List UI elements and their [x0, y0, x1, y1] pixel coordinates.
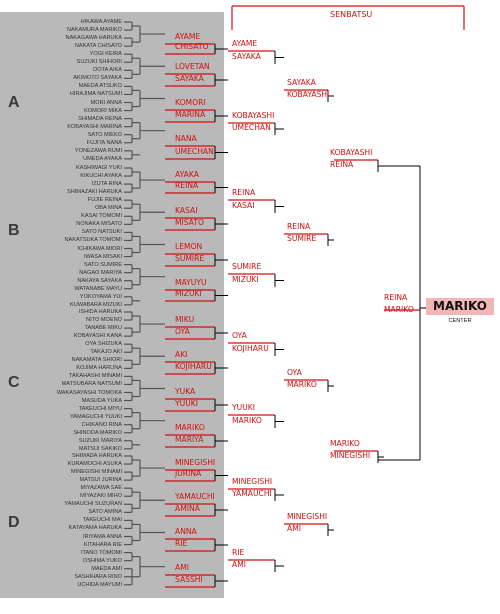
- member-name: WAKASAYASHI TOMOKA: [56, 389, 122, 396]
- member-name: TAKEUCHI MAI: [82, 517, 122, 524]
- winner-name: MINEGISHI: [232, 477, 273, 486]
- winner-name: KASAI: [232, 201, 255, 210]
- winner-name: MARIKO: [330, 439, 360, 448]
- member-name: NITO MOENO: [86, 317, 122, 324]
- member-name: MAEDA ATSUKO: [78, 83, 122, 90]
- winner-name: REINA: [232, 188, 256, 197]
- member-name: MIYAZAWA SAE: [80, 485, 122, 492]
- member-name: HIRAJIMA NATSUMI: [69, 91, 122, 98]
- member-name: SATO SUMIRE: [83, 261, 122, 268]
- winner-name: MIZUKI: [175, 289, 202, 298]
- member-name: ITANO TOMOMI: [80, 549, 122, 556]
- winner-name: KOBAYASHI: [287, 90, 330, 99]
- member-name: KURAMOCHI ASUKA: [67, 461, 122, 468]
- member-name: NAKAYA SAYAKA: [77, 277, 122, 284]
- winner-name: MARIYA: [175, 435, 204, 444]
- member-name: SASHIHARA RINO: [74, 573, 122, 580]
- winner-name: REINA: [287, 222, 311, 231]
- winner-name: KOMORI: [175, 98, 206, 107]
- member-name: ISHIDA HARUKA: [78, 309, 122, 315]
- member-name: UMEDA AYAKA: [83, 155, 122, 162]
- member-name: YAMAGUCHI YUUKI: [69, 413, 122, 420]
- winner-name: YUUKI: [232, 403, 255, 412]
- winner-name: KOJIHARU: [175, 362, 212, 371]
- winner-name: AMINA: [175, 504, 200, 513]
- member-name: HIKAWA AYAME: [80, 19, 122, 25]
- member-name: NAKATA CHISATO: [74, 43, 122, 50]
- member-name: TAKAJO AKI: [90, 349, 122, 356]
- member-name: ICHIKAWA MIORI: [77, 245, 122, 252]
- member-name: MASUDA YUKA: [81, 397, 122, 404]
- member-name: IZUTA RINA: [91, 181, 122, 188]
- member-name: AKIMOTO SAYAKA: [73, 75, 122, 82]
- winner-name: YAMAUCHI: [175, 492, 215, 501]
- winner-name: MARINA: [175, 110, 206, 119]
- winner-name: OYA: [287, 368, 302, 377]
- winner-name: MINEGISHI: [287, 512, 328, 521]
- member-name: UCHIDA MAYUMI: [77, 581, 122, 588]
- member-name: KOJIMA HARUNA: [76, 365, 122, 372]
- winner-name: KOJIHARU: [232, 344, 269, 353]
- winner-name: REINA: [384, 293, 408, 302]
- member-name: NONAKA MISATO: [76, 221, 122, 228]
- member-name: KUWABARA MIZUKI: [69, 301, 122, 308]
- winner-name: MARIKO: [232, 416, 262, 425]
- block-label: B: [8, 222, 20, 239]
- member-name: YAMAUCHI SUZURAN: [64, 501, 122, 508]
- member-name: MATSUI SAKIKO: [78, 445, 122, 452]
- member-name: TAKAHASHI MINAMI: [68, 373, 122, 380]
- member-name: FUJIE REINA: [87, 197, 122, 204]
- winner-name: AMI: [232, 560, 246, 569]
- member-name: KIKUCHI AYAKA: [80, 173, 122, 180]
- member-name: KASAI TOMOMI: [81, 213, 122, 220]
- member-name: NAGAO MARIYA: [79, 269, 122, 276]
- winner-name: MARIKO: [175, 423, 205, 432]
- winner-name: OYA: [232, 331, 247, 340]
- member-name: SHIMAZAKI HARUKA: [66, 189, 122, 196]
- member-name: FUJITA NANA: [86, 139, 122, 146]
- winner-name: MINEGISHI: [175, 458, 216, 467]
- member-name: MAEDA AMI: [91, 565, 122, 572]
- winner-name: KOBAYASHI: [232, 111, 275, 120]
- member-name: IRIYAMA ANNA: [82, 533, 122, 540]
- winner-name: JURINA: [175, 469, 202, 478]
- winner-name: AMI: [287, 524, 301, 533]
- winner-name: CHISATO: [175, 42, 209, 51]
- winner-name: ANNA: [175, 527, 197, 536]
- member-name: SHIMADA REINA: [78, 115, 122, 122]
- member-name: KOBAYASHI MARINA: [67, 123, 122, 130]
- center-name: MARIKO: [433, 299, 487, 313]
- center-label: CENTER: [448, 318, 472, 324]
- winner-name: SASSHI: [175, 575, 203, 584]
- winner-name: AYAME: [232, 39, 258, 48]
- member-name: SATO NATSUKI: [81, 229, 122, 236]
- winner-name: SAYAKA: [175, 74, 204, 83]
- member-name: TANABE MIKU: [84, 325, 122, 332]
- winner-name: LOVETAN: [175, 62, 210, 71]
- member-name: YOKOYAMA YUI: [79, 293, 122, 300]
- member-name: YONEZAWA RUMI: [74, 147, 122, 154]
- member-name: KOBAYASHI KANA: [73, 333, 122, 340]
- member-name: OBA MINA: [94, 205, 122, 212]
- winner-name: MAYUYU: [175, 278, 207, 287]
- member-name: YOGI KEIRA: [89, 51, 122, 58]
- winner-name: AYAKA: [175, 170, 199, 179]
- winner-name: MIZUKI: [232, 275, 259, 284]
- winner-name: MISATO: [175, 218, 204, 227]
- winner-name: AYAME: [175, 32, 201, 41]
- winner-name: REINA: [330, 160, 354, 169]
- winner-name: OYA: [175, 327, 190, 336]
- member-name: MIYAZAKI MIHO: [80, 493, 122, 500]
- winner-name: AMI: [175, 563, 189, 572]
- member-name: MATSUBARA NATSUMI: [61, 381, 122, 388]
- member-name: SUZUKI SHIHORI: [76, 59, 122, 66]
- member-name: CHIKANO RINA: [81, 421, 122, 428]
- member-name: NAKAMATA SHIORI: [71, 357, 122, 364]
- member-name: IWASA MISAKI: [83, 253, 122, 260]
- winner-name: MARIKO: [384, 305, 414, 314]
- member-name: MINEGISHI MINAMI: [71, 469, 122, 476]
- winner-name: KASAI: [175, 206, 198, 215]
- winner-name: YAMAUCHI: [232, 489, 272, 498]
- member-name: TAKEUCHI MIYU: [78, 405, 122, 412]
- member-name: NAKATSUKA TOMOMI: [64, 237, 122, 244]
- member-name: SUZUKI MARIYA: [78, 437, 122, 444]
- winner-name: RIE: [232, 548, 245, 557]
- winner-name: UMECHAN: [175, 147, 214, 156]
- member-name: MATSUI JURINA: [79, 477, 122, 484]
- member-name: OYA SHIZUKA: [85, 341, 122, 348]
- member-name: KOMORI MIKA: [84, 107, 122, 114]
- member-name: NAKAGAWA HARUKA: [65, 35, 122, 42]
- member-name: SATO AMINA: [88, 509, 122, 516]
- member-name: KASHIWAGI YUKI: [75, 165, 122, 171]
- winner-name: SUMIRE: [175, 254, 205, 263]
- winner-name: AKI: [175, 350, 188, 359]
- winner-name: YUKA: [175, 387, 196, 396]
- winner-name: SAYAKA: [287, 78, 316, 87]
- member-name: OOTA AIKA: [92, 67, 122, 74]
- member-name: KITAHARA RIE: [83, 541, 122, 548]
- block-label: A: [8, 94, 20, 111]
- winner-name: YUUKI: [175, 399, 198, 408]
- winner-name: UMECHAN: [232, 123, 271, 132]
- winner-name: MIKU: [175, 315, 195, 324]
- member-name: SATO MIEKO: [87, 131, 122, 138]
- winner-name: SUMIRE: [232, 262, 262, 271]
- member-name: SHINODA MARIKO: [73, 429, 122, 436]
- winner-name: REINA: [175, 181, 199, 190]
- member-name: KATAYAMA HARUKA: [68, 525, 122, 532]
- member-name: MORI ANNA: [90, 99, 122, 106]
- block-label: D: [8, 514, 20, 531]
- winner-name: MARIKO: [287, 380, 317, 389]
- winner-name: KOBAYASHI: [330, 148, 373, 157]
- member-name: NAKAMURA MARIKO: [66, 27, 122, 34]
- member-name: WATANABE MAYU: [74, 285, 122, 292]
- senbatsu-label: SENBATSU: [330, 10, 373, 19]
- winner-name: MINEGISHI: [330, 451, 371, 460]
- winner-name: RIE: [175, 539, 188, 548]
- winner-name: SUMIRE: [287, 234, 317, 243]
- block-label: C: [8, 374, 20, 391]
- member-name: OSHIMA YUKO: [82, 557, 122, 564]
- winner-name: NANA: [175, 134, 197, 143]
- winner-name: LEMON: [175, 242, 203, 251]
- member-name: SHIMADA HARUKA: [71, 453, 122, 459]
- winner-name: SAYAKA: [232, 52, 261, 61]
